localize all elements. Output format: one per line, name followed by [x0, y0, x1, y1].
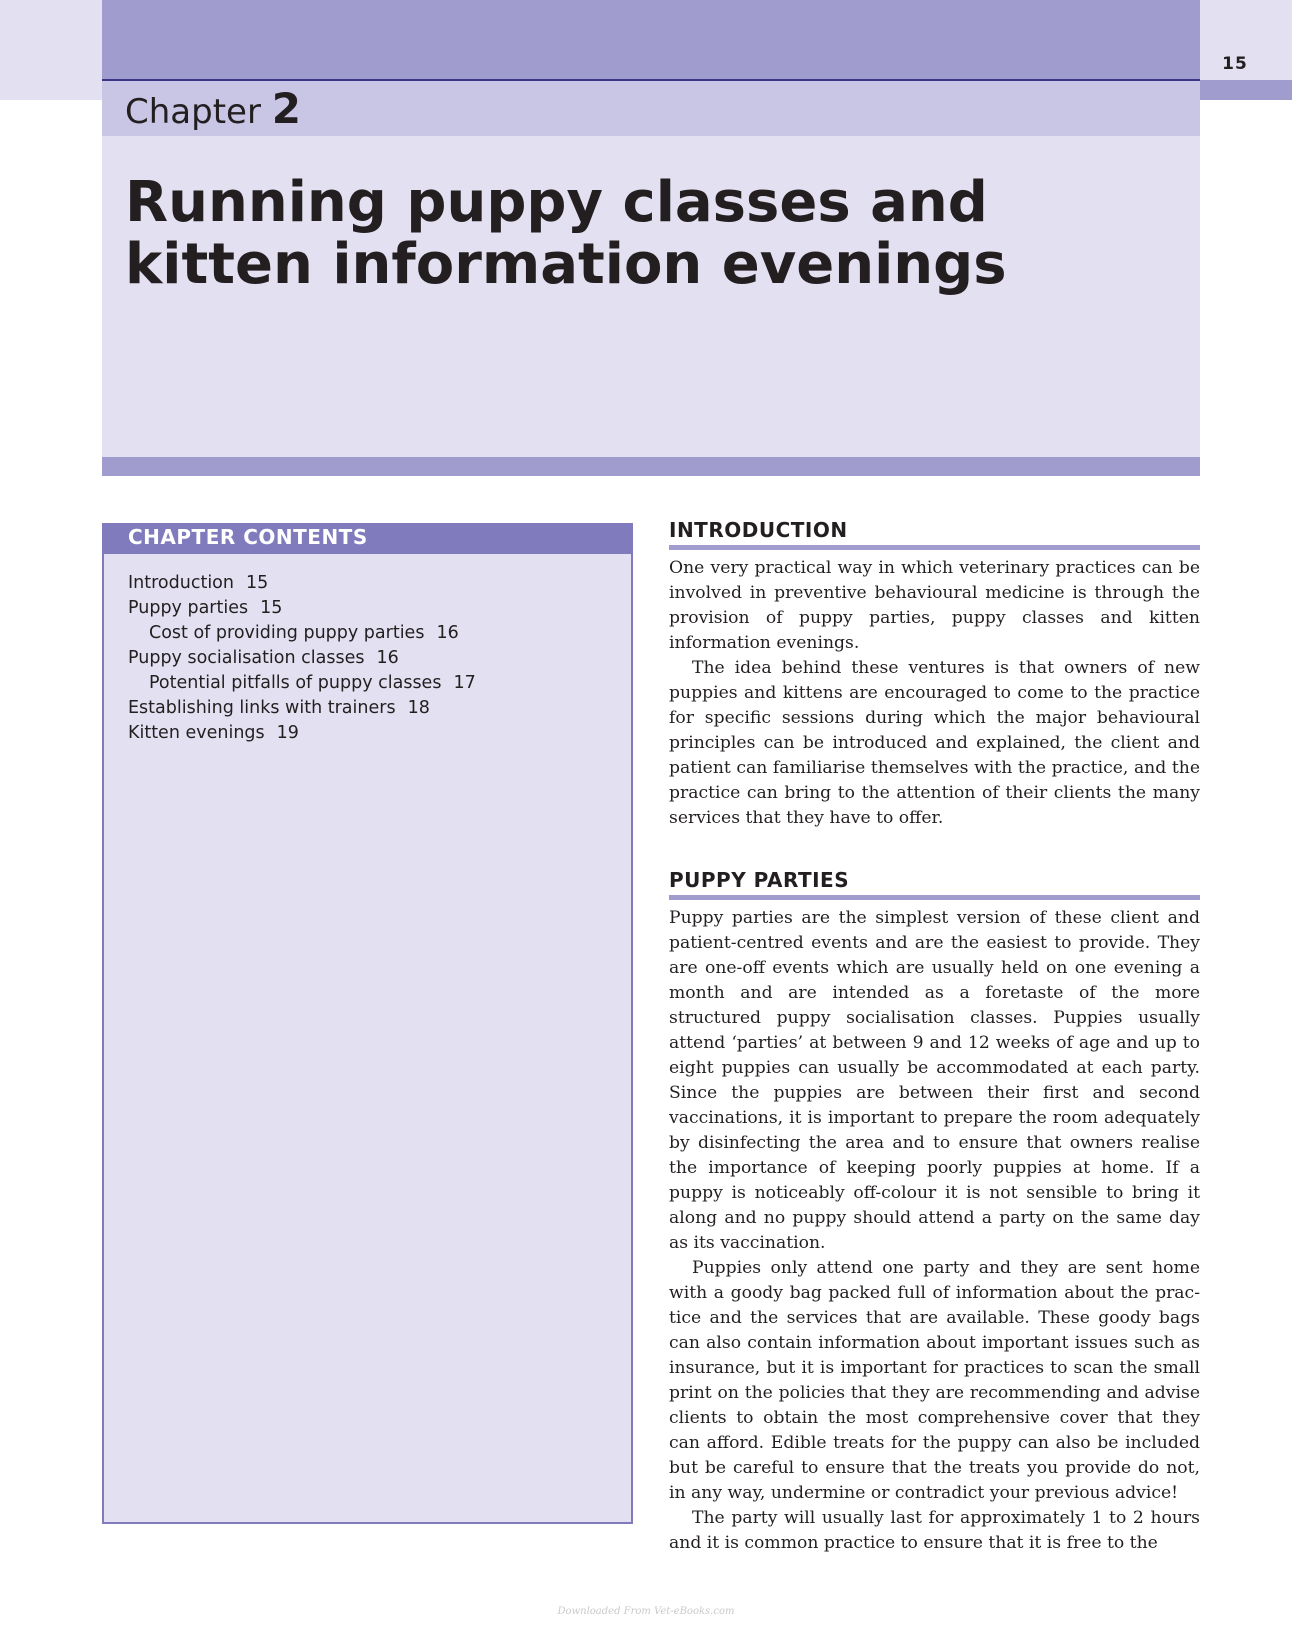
contents-item-page: 19: [276, 723, 299, 743]
contents-item-page: 18: [407, 698, 430, 718]
contents-item-label: Establishing links with trainers: [128, 698, 396, 718]
contents-item: [128, 571, 608, 596]
contents-item-page: 16: [376, 648, 399, 668]
contents-item-page: 17: [453, 673, 476, 693]
contents-item: [128, 671, 608, 696]
contents-item: [128, 696, 608, 721]
contents-item-label: Puppy socialisation classes: [128, 648, 365, 668]
contents-item-page: 15: [260, 598, 283, 618]
body-paragraph: Puppy parties are the simplest version of these client and patient-centred events and are the easiest to provide. They are one-off events which are usually held on one evening a month and are intended as a foretaste of the more structured puppy socialisation classes. Puppies usually attend ‘parties’ at between 9 and 12 weeks of age and up to eight puppies can usually be accommodated at each party. Since the puppies are between their first and second vaccinations, it is important to prepare the room adequately by disinfecting the area and to ensure that owners realise the importance of keeping poorly puppies at home. If a puppy is noticeably off-colour it is not sensible to bring it along and no puppy should attend a party on the same day as its vaccination.: [669, 908, 1200, 1253]
chapter-title: Running puppy classes and kitten information evenings: [125, 170, 1007, 297]
chapter-label-text: Chapter: [125, 92, 261, 132]
puppy-parties-rule: [669, 895, 1200, 900]
page-number: 15: [1222, 54, 1248, 74]
chapter-contents-heading: CHAPTER CONTENTS: [128, 525, 368, 549]
contents-item-page: 15: [245, 573, 269, 593]
contents-item: [128, 621, 608, 646]
chapter-label: [125, 84, 301, 133]
contents-item-label: Introduction: [128, 573, 234, 593]
contents-item-page: 16: [436, 623, 459, 643]
contents-item: [128, 721, 608, 746]
introduction-rule: [669, 545, 1200, 550]
body-paragraph: Puppies only attend one party and they are sent home with a goody bag packed full of information about the practice and the services that are available. These goody bags can also contain information about important issues such as insurance, but it is important for practices to scan the small print on the policies that they are recommending and advise clients to obtain the most comprehensive cover that they can afford. Edible treats for the puppy can also be included but be careful to ensure that the treats you provide do not, in any way, undermine or contradict your previous advice!: [669, 1258, 1200, 1503]
title-rule: [102, 457, 1200, 476]
header-band: [102, 0, 1200, 80]
body-paragraph: One very practical way in which veterinary practices can be involved in preventive behavioural medicine is through the provision of puppy parties, puppy classes and kitten information evenings.: [669, 558, 1200, 653]
body-paragraph: The idea behind these ventures is that owners of new puppies and kittens are encouraged to come to the practice for specific sessions during which the major behavioural principles can be introduced and explained, the client and patient can familiarise themselves with the practice, and the practice can bring to the attention of their clients the many services that they have to offer.: [669, 658, 1200, 828]
contents-item-label: Kitten evenings: [128, 723, 265, 743]
contents-item: [128, 646, 608, 671]
introduction-heading: INTRODUCTION: [669, 518, 848, 542]
puppy-parties-heading: PUPPY PARTIES: [669, 868, 850, 892]
chapter-number: 2: [271, 84, 301, 133]
introduction-body: [669, 556, 1200, 831]
contents-item-label: Puppy parties: [128, 598, 249, 618]
contents-item-label: Potential pitfalls of puppy classes: [149, 673, 442, 693]
contents-item-label: Cost of providing puppy parties: [149, 623, 425, 643]
chapter-contents-list: [128, 571, 608, 746]
header-band-right-tab: [1200, 80, 1292, 100]
footer-watermark: Downloaded From Vet-eBooks.com: [557, 1606, 735, 1617]
body-paragraph: The party will usually last for approximately 1 to 2 hours and it is common practice to ensure that it is free to the: [669, 1508, 1200, 1553]
puppy-parties-body: [669, 906, 1200, 1556]
header-band-left: [0, 0, 102, 100]
contents-item: [128, 596, 608, 621]
